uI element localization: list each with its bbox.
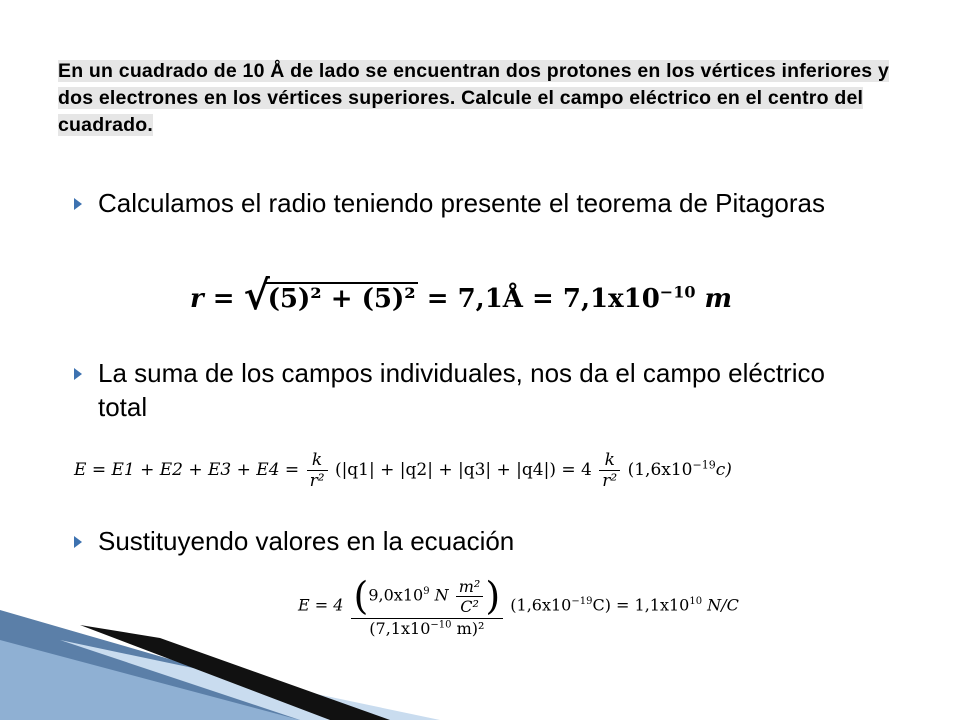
fraction-main bbox=[351, 574, 504, 638]
den-value: (7,1x10 bbox=[369, 619, 431, 638]
bullet-text: La suma de los campos individuales, nos da el campo eléctrico total bbox=[98, 358, 825, 422]
main-denominator bbox=[351, 619, 504, 638]
num-exponent: 9 bbox=[423, 586, 430, 598]
result-unit: N/C bbox=[707, 595, 739, 615]
frac-numerator: k bbox=[307, 450, 328, 471]
slide-title: En un cuadrado de 10 Å de lado se encuentran dos protones en los vértices inferiores y dos electrones en los vértices superiores. Calcule el campo eléctrico en el centro del cuadrado. bbox=[58, 60, 890, 136]
bullet-arrow-icon bbox=[74, 198, 82, 210]
eq-charge: (1,6x10 bbox=[627, 460, 693, 480]
equation-sum bbox=[74, 450, 732, 491]
eq-exponent: −10 bbox=[659, 282, 696, 302]
radicand: (5)² + (5)² bbox=[267, 284, 416, 314]
fraction-k-r2-2 bbox=[599, 450, 620, 491]
main-numerator: ($9,0x10^9$ N $\frac{\text{m²}}{\text{C²}}$ ) bbox=[351, 574, 504, 619]
eq-sum: (|q1| + |q2| + |q3| + |q4|) = 4 bbox=[334, 460, 592, 480]
eq-exponent: −19 bbox=[692, 458, 716, 472]
bullet-substitute bbox=[74, 524, 874, 558]
bullet-arrow-icon bbox=[74, 368, 82, 380]
bullet-arrow-icon bbox=[74, 536, 82, 548]
den-unit: m)² bbox=[451, 619, 485, 638]
eq-exponent: −19 bbox=[571, 596, 593, 608]
eq-lhs: E = E1 + E2 + E3 + E4 = bbox=[74, 460, 300, 480]
bullet-text: Sustituyendo valores en la ecuación bbox=[98, 526, 515, 556]
num-constant: 9,0x10 bbox=[368, 585, 424, 605]
result-exponent: 10 bbox=[689, 596, 703, 608]
frac-numerator: k bbox=[599, 450, 620, 471]
den-exponent: −10 bbox=[430, 619, 452, 631]
num-unit: N bbox=[434, 585, 449, 605]
fraction-k-r2 bbox=[307, 450, 328, 491]
equation-final bbox=[298, 574, 739, 638]
frac-denominator: r² bbox=[309, 471, 325, 491]
eq-result: = 7,1Å = 7,1x10 bbox=[426, 284, 660, 314]
eq-charge-end: c) bbox=[715, 460, 732, 480]
bullet-text: Calculamos el radio teniendo presente el teorema de Pitagoras bbox=[98, 188, 825, 218]
eq-lhs: E = 4 bbox=[298, 595, 344, 615]
equation-radius bbox=[190, 272, 733, 319]
bullet-sum bbox=[74, 356, 874, 424]
frac-denominator: r² bbox=[602, 471, 618, 491]
eq-result: C) = 1,1x10 bbox=[592, 595, 690, 615]
eq-unit: m bbox=[704, 284, 733, 314]
eq-charge: (1,6x10 bbox=[510, 595, 572, 615]
radical-icon: √ bbox=[243, 272, 270, 319]
inner-numerator: m² bbox=[456, 577, 484, 597]
fraction-m2-c2 bbox=[456, 577, 484, 616]
bullet-radius bbox=[74, 186, 874, 220]
sqrt-expression bbox=[243, 272, 418, 319]
inner-denominator: C² bbox=[460, 596, 479, 616]
eq-lhs: r = bbox=[190, 284, 235, 314]
